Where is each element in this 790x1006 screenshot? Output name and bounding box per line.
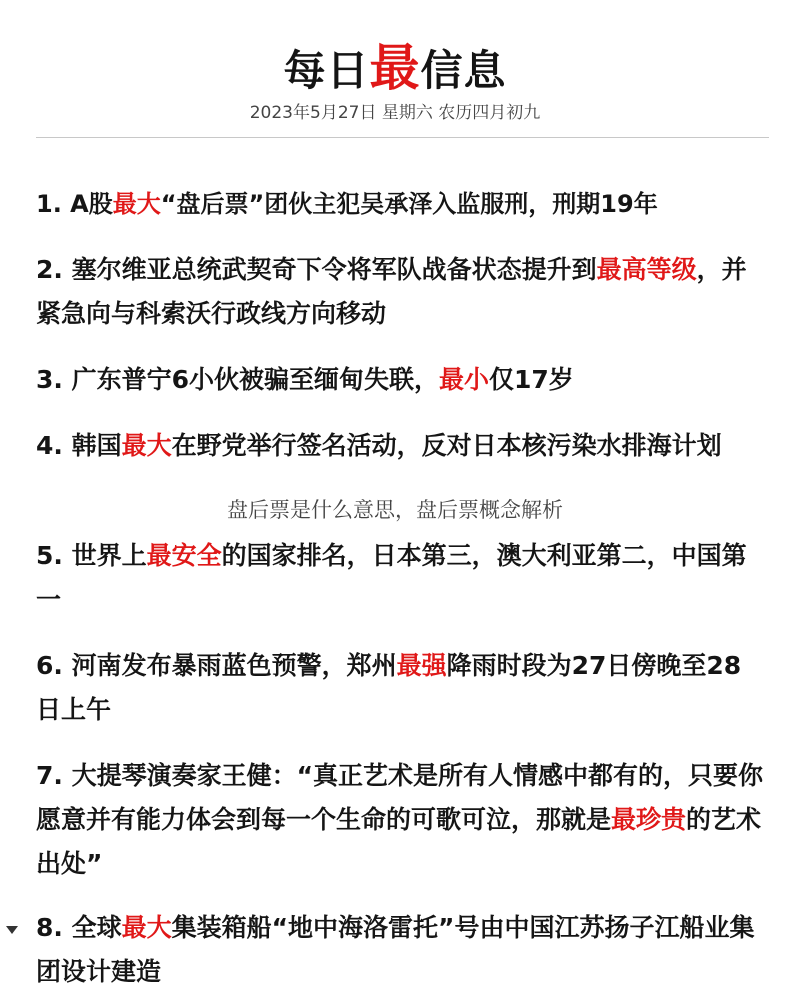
news-text: 4. 韩国 bbox=[36, 431, 122, 460]
divider bbox=[36, 137, 769, 138]
news-text: 6. 河南发布暴雨蓝色预警，郑州 bbox=[36, 651, 397, 680]
news-text: 集装箱船“地中海洛雷托”号由中国江苏扬子江船业集团设计建造 bbox=[36, 913, 755, 986]
news-text: 的国家排名，日本第三，澳大利亚第二，中国第一 bbox=[36, 541, 747, 614]
news-item-3 bbox=[36, 358, 766, 402]
title-prefix: 每日 bbox=[283, 46, 370, 95]
news-highlight: 最安全 bbox=[146, 541, 222, 570]
news-text: 的艺术出处” bbox=[36, 805, 762, 878]
news-highlight: 最大 bbox=[121, 431, 172, 460]
news-item-1 bbox=[36, 182, 781, 226]
news-item-2 bbox=[36, 248, 766, 336]
date-line: 2023年5月27日 星期六 农历四月初九 bbox=[249, 103, 541, 123]
title-suffix: 信息 bbox=[420, 46, 507, 95]
news-item-5 bbox=[36, 534, 766, 622]
news-text: 5. 世界上 bbox=[36, 541, 147, 570]
news-highlight: 最小 bbox=[439, 365, 490, 394]
news-item-4 bbox=[36, 424, 766, 468]
news-highlight: 最大 bbox=[112, 190, 161, 218]
news-item-6 bbox=[36, 644, 766, 732]
overlay-caption: 盘后票是什么意思，盘后票概念解析 bbox=[227, 498, 563, 522]
news-text: 7. 大提琴演奏家王健：“真正艺术是所有人情感中都有的，只要你愿意并有能力体会到每一个生命的可歌可泣，那就是 bbox=[36, 761, 764, 834]
title-highlight: 最 bbox=[369, 39, 421, 97]
news-highlight: 最珍贵 bbox=[611, 805, 687, 834]
news-text: 2. 塞尔维亚总统武契奇下令将军队战备状态提升到 bbox=[36, 255, 597, 284]
caret-down-icon[interactable] bbox=[6, 926, 18, 934]
news-text: ，并紧急向与科索沃行政线方向移动 bbox=[36, 255, 747, 328]
news-highlight: 最大 bbox=[121, 913, 172, 942]
news-text: 8. 全球 bbox=[36, 913, 122, 942]
news-item-7 bbox=[36, 754, 766, 886]
news-text: 降雨时段为27日傍晚至28日上午 bbox=[36, 651, 742, 724]
news-text: 3. 广东普宁6小伙被骗至缅甸失联， bbox=[36, 365, 439, 394]
news-text: 仅17岁 bbox=[489, 365, 574, 394]
page-title bbox=[0, 28, 790, 100]
news-text: 1. A股 bbox=[36, 190, 113, 218]
news-text: 在野党举行签名活动，反对日本核污染水排海计划 bbox=[171, 431, 722, 460]
news-text: “盘后票”团伙主犯吴承泽入监服刑，刑期19年 bbox=[160, 190, 658, 218]
news-item-8 bbox=[36, 906, 766, 994]
news-highlight: 最强 bbox=[396, 651, 447, 680]
news-highlight: 最高等级 bbox=[596, 255, 697, 284]
